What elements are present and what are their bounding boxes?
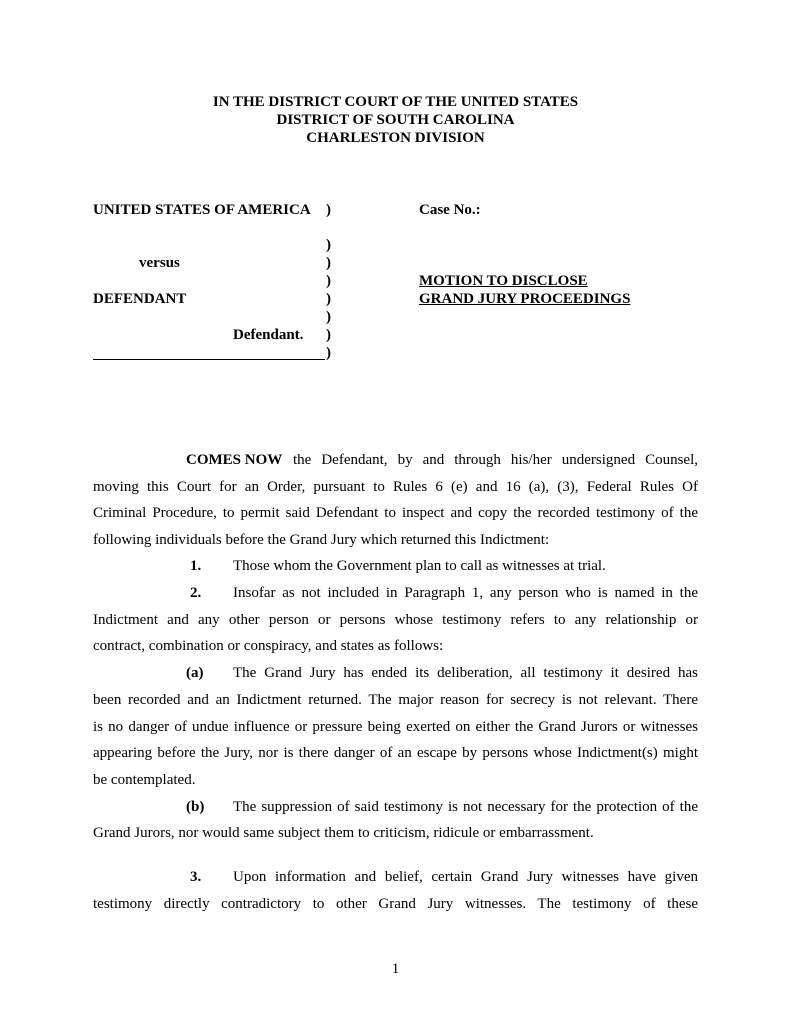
caption-paren: ) — [326, 309, 331, 325]
itema-line4: appearing before the Jury, nor is there danger of an escape by persons whose Indictment(s) might — [93, 745, 698, 761]
intro-line1: the Defendant, by and through his/her undersigned Counsel, — [293, 452, 698, 468]
item3-line1: Upon information and belief, certain Grand Jury witnesses have given — [233, 869, 698, 885]
intro-line4: following individuals before the Grand Jury which returned this Indictment: — [93, 532, 550, 548]
caption-paren: ) — [326, 273, 331, 289]
itemb-number: (b) — [186, 799, 205, 815]
itema-line5: be contemplated. — [93, 772, 196, 788]
item1-number: 1. — [190, 558, 202, 574]
defendant-name: DEFENDANT — [93, 291, 187, 307]
caption-paren: ) — [326, 345, 331, 361]
itemb-line1: The suppression of said testimony is not necessary for the protection of the — [233, 799, 698, 815]
item3-line2: testimony directly contradictory to other Grand Jury witnesses. The testimony of these — [93, 896, 698, 912]
plaintiff-name: UNITED STATES OF AMERICA — [93, 202, 311, 218]
court-header-line3: CHARLESTON DIVISION — [306, 130, 485, 146]
caption-paren: ) — [326, 202, 331, 218]
itema-line1: The Grand Jury has ended its deliberation, all testimony it desired has — [233, 665, 698, 681]
motion-title-line2: GRAND JURY PROCEEDINGS — [419, 291, 631, 307]
itema-line2: been recorded and an Indictment returned. The major reason for secrecy is not relevant. There — [93, 692, 698, 708]
case-number-label: Case No.: — [419, 202, 481, 218]
court-header-line1: IN THE DISTRICT COURT OF THE UNITED STATES — [212, 94, 579, 110]
itema-number: (a) — [186, 665, 204, 681]
item2-line2: Indictment and any other person or persons whose testimony refers to any relationship or — [93, 612, 698, 628]
page-number: 1 — [391, 961, 400, 977]
motion-title-line1: MOTION TO DISCLOSE — [419, 273, 588, 289]
versus-label: versus — [139, 255, 180, 271]
court-header-line2: DISTRICT OF SOUTH CAROLINA — [276, 112, 515, 128]
caption-underline — [93, 359, 325, 360]
item3-number: 3. — [190, 869, 202, 885]
item2-number: 2. — [190, 585, 202, 601]
intro-bold: COMES NOW — [186, 452, 283, 468]
caption-paren: ) — [326, 291, 331, 307]
caption-paren: ) — [326, 327, 331, 343]
item2-line1: Insofar as not included in Paragraph 1, any person who is named in the — [233, 585, 698, 601]
caption-paren: ) — [326, 255, 331, 271]
caption-paren: ) — [326, 237, 331, 253]
intro-line3: Criminal Procedure, to permit said Defendant to inspect and copy the recorded testimony of the — [93, 505, 698, 521]
item2-line3: contract, combination or conspiracy, and states as follows: — [93, 638, 444, 654]
defendant-role: Defendant. — [233, 327, 304, 343]
itemb-line2: Grand Jurors, nor would same subject them to criticism, ridicule or embarrassment. — [93, 825, 594, 841]
item1-text: Those whom the Government plan to call as witnesses at trial. — [233, 558, 606, 574]
itema-line3: is no danger of undue influence or pressure being exerted on either the Grand Jurors or witnesses — [93, 719, 698, 735]
intro-line2: moving this Court for an Order, pursuant to Rules 6 (e) and 16 (a), (3), Federal Rules Of — [93, 479, 698, 495]
